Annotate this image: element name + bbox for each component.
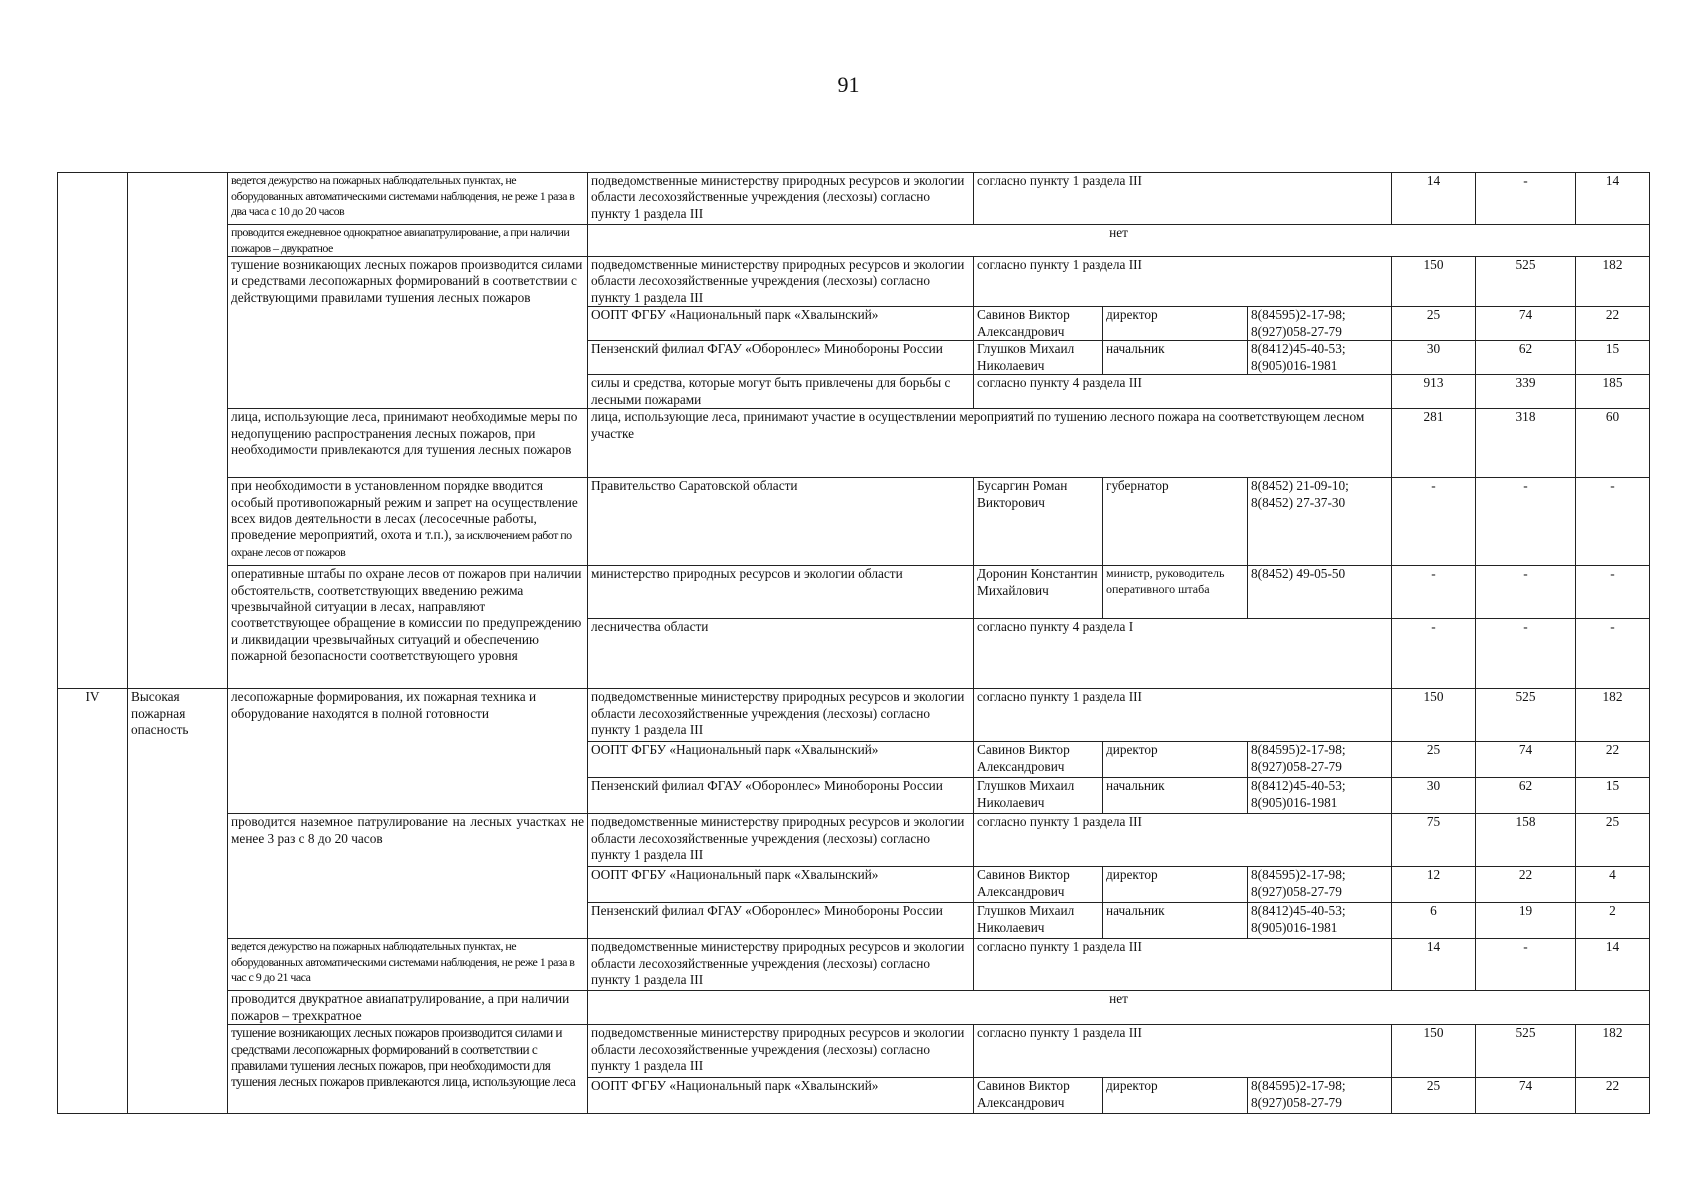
organization-cell: подведомственные министерству природных ресурсов и экологии области лесохозяйственные учреждения (лесхозы) согласно пункту 1 раздела III — [588, 257, 974, 307]
position-cell: начальник — [1103, 341, 1248, 375]
value-cell-1: 30 — [1392, 778, 1476, 814]
value-cell-1: 281 — [1392, 409, 1476, 478]
organization-cell: Правительство Саратовской области — [588, 478, 974, 566]
organization-cell: подведомственные министерству природных ресурсов и экологии области лесохозяйственные учреждения (лесхозы) согласно пункту 1 раздела III — [588, 814, 974, 867]
organization-cell: лица, использующие леса, принимают участие в осуществлении мероприятий по тушению лесного пожара на соответствующем лесном участке — [588, 409, 1392, 478]
phone-cell: 8(84595)2-17-98; 8(927)058-27-79 — [1248, 307, 1392, 341]
position-cell: начальник — [1103, 778, 1248, 814]
organization-cell: подведомственные министерству природных ресурсов и экологии области лесохозяйственные учреждения (лесхозы) согласно пункту 1 раздела III — [588, 1025, 974, 1078]
value-cell-1: - — [1392, 619, 1476, 689]
value-cell-3: 15 — [1576, 341, 1650, 375]
organization-cell: ООПТ ФГБУ «Национальный парк «Хвалынский» — [588, 1078, 974, 1114]
value-cell-1: 913 — [1392, 375, 1476, 409]
position-cell: начальник — [1103, 903, 1248, 939]
organization-cell: лесничества области — [588, 619, 974, 689]
table-row — [58, 814, 1650, 867]
value-cell-1: 12 — [1392, 867, 1476, 903]
table-row — [58, 939, 1650, 991]
position-cell: директор — [1103, 307, 1248, 341]
none-cell: нет — [588, 225, 1650, 257]
person-name-cell: Савинов Виктор Александрович — [974, 867, 1103, 903]
value-cell-3: 22 — [1576, 307, 1650, 341]
phone-cell: 8(84595)2-17-98; 8(927)058-27-79 — [1248, 1078, 1392, 1114]
measure-cell — [228, 478, 588, 566]
value-cell-1: 25 — [1392, 742, 1476, 778]
position-cell: губернатор — [1103, 478, 1248, 566]
value-cell-3: 182 — [1576, 1025, 1650, 1078]
table-row — [58, 566, 1650, 619]
organization-cell: подведомственные министерству природных ресурсов и экологии области лесохозяйственные учреждения (лесхозы) согласно пункту 1 раздела III — [588, 689, 974, 742]
page-number: 91 — [837, 72, 860, 97]
value-cell-3: 4 — [1576, 867, 1650, 903]
position-cell: директор — [1103, 1078, 1248, 1114]
class-name-cell: Высокая пожарная опасность — [128, 689, 228, 1114]
class-name-cell — [128, 173, 228, 689]
person-name-cell: Бусаргин Роман Викторович — [974, 478, 1103, 566]
measure-cell: тушение возникающих лесных пожаров производится силами и средствами лесопожарных формирований в соответствии с правилами тушения лесных пожаров, при необходимости для тушения лесных пожаров привлекаются лица, использующие леса — [228, 1025, 588, 1114]
value-cell-2: 62 — [1476, 778, 1576, 814]
organization-cell: министерство природных ресурсов и экологии области — [588, 566, 974, 619]
value-cell-1: 25 — [1392, 1078, 1476, 1114]
phone-cell: 8(8452) 21-09-10; 8(8452) 27-37-30 — [1248, 478, 1392, 566]
value-cell-2: 525 — [1476, 689, 1576, 742]
phone-cell: 8(84595)2-17-98; 8(927)058-27-79 — [1248, 867, 1392, 903]
position-cell: директор — [1103, 867, 1248, 903]
value-cell-1: 6 — [1392, 903, 1476, 939]
value-cell-3: - — [1576, 566, 1650, 619]
value-cell-1: 30 — [1392, 341, 1476, 375]
fire-plan-table — [57, 172, 1650, 1114]
contact-cell: согласно пункту 1 раздела III — [974, 1025, 1392, 1078]
class-number-cell — [58, 173, 128, 689]
table-row — [58, 689, 1650, 742]
value-cell-2: - — [1476, 619, 1576, 689]
measure-cell: проводится наземное патрулирование на лесных участках не менее 3 раз с 8 до 20 часов — [228, 814, 588, 939]
phone-cell: 8(84595)2-17-98; 8(927)058-27-79 — [1248, 742, 1392, 778]
person-name-cell: Савинов Виктор Александрович — [974, 307, 1103, 341]
value-cell-1: - — [1392, 566, 1476, 619]
value-cell-2: - — [1476, 478, 1576, 566]
table-row — [58, 225, 1650, 257]
measure-cell: ведется дежурство на пожарных наблюдательных пунктах, не оборудованных автоматическими системами наблюдения, не реже 1 раза в два часа с 10 до 20 часов — [228, 173, 588, 225]
contact-cell: согласно пункту 4 раздела III — [974, 375, 1392, 409]
organization-cell: подведомственные министерству природных ресурсов и экологии области лесохозяйственные учреждения (лесхозы) согласно пункту 1 раздела III — [588, 939, 974, 991]
measure-cell: лесопожарные формирования, их пожарная техника и оборудование находятся в полной готовности — [228, 689, 588, 814]
value-cell-3: 25 — [1576, 814, 1650, 867]
person-name-cell: Доронин Константин Михайлович — [974, 566, 1103, 619]
value-cell-1: 14 — [1392, 939, 1476, 991]
value-cell-3: 2 — [1576, 903, 1650, 939]
measure-cell: оперативные штабы по охране лесов от пожаров при наличии обстоятельств, соответствующих введению режима чрезвычайной ситуации в лесах, направляют соответствующее обращение в комиссии по предупреждению и ликвидации чрезвычайных ситуаций и обеспечению пожарной безопасности соответствующего уровня — [228, 566, 588, 689]
value-cell-2: 74 — [1476, 742, 1576, 778]
class-number-cell: IV — [58, 689, 128, 1114]
organization-cell: силы и средства, которые могут быть привлечены для борьбы с лесными пожарами — [588, 375, 974, 409]
person-name-cell: Глушков Михаил Николаевич — [974, 778, 1103, 814]
organization-cell: подведомственные министерству природных ресурсов и экологии области лесохозяйственные учреждения (лесхозы) согласно пункту 1 раздела III — [588, 173, 974, 225]
value-cell-2: - — [1476, 939, 1576, 991]
value-cell-2: 525 — [1476, 257, 1576, 307]
value-cell-2: - — [1476, 173, 1576, 225]
contact-cell: согласно пункту 1 раздела III — [974, 689, 1392, 742]
value-cell-1: 25 — [1392, 307, 1476, 341]
organization-cell: Пензенский филиал ФГАУ «Оборонлес» Минобороны России — [588, 778, 974, 814]
measure-cell: тушение возникающих лесных пожаров производится силами и средствами лесопожарных формирований в соответствии с действующими правилами тушения лесных пожаров — [228, 257, 588, 409]
value-cell-2: 22 — [1476, 867, 1576, 903]
organization-cell: Пензенский филиал ФГАУ «Оборонлес» Минобороны России — [588, 341, 974, 375]
none-cell: нет — [588, 991, 1650, 1025]
measure-cell: проводится ежедневное однократное авиапатрулирование, а при наличии пожаров – двукратное — [228, 225, 588, 257]
phone-cell: 8(8452) 49-05-50 — [1248, 566, 1392, 619]
measure-cell: лица, использующие леса, принимают необходимые меры по недопущению распространения лесных пожаров, при необходимости привлекаются для тушения лесных пожаров — [228, 409, 588, 478]
contact-cell: согласно пункту 1 раздела III — [974, 257, 1392, 307]
contact-cell: согласно пункту 4 раздела I — [974, 619, 1392, 689]
value-cell-3: 185 — [1576, 375, 1650, 409]
value-cell-2: 339 — [1476, 375, 1576, 409]
table-row — [58, 173, 1650, 225]
measure-cell: ведется дежурство на пожарных наблюдательных пунктах, не оборудованных автоматическими системами наблюдения, не реже 1 раза в час с 9 до 21 часа — [228, 939, 588, 991]
value-cell-3: - — [1576, 478, 1650, 566]
value-cell-2: 74 — [1476, 1078, 1576, 1114]
value-cell-3: 14 — [1576, 939, 1650, 991]
value-cell-2: - — [1476, 566, 1576, 619]
value-cell-2: 525 — [1476, 1025, 1576, 1078]
value-cell-3: 182 — [1576, 257, 1650, 307]
person-name-cell: Глушков Михаил Николаевич — [974, 903, 1103, 939]
person-name-cell: Савинов Виктор Александрович — [974, 1078, 1103, 1114]
position-cell: министр, руководитель оперативного штаба — [1103, 566, 1248, 619]
measure-text-exception: за исключением работ по охране лесов от пожаров — [231, 528, 572, 559]
value-cell-3: 14 — [1576, 173, 1650, 225]
phone-cell: 8(8412)45-40-53; 8(905)016-1981 — [1248, 341, 1392, 375]
phone-cell: 8(8412)45-40-53; 8(905)016-1981 — [1248, 903, 1392, 939]
value-cell-2: 158 — [1476, 814, 1576, 867]
value-cell-1: 150 — [1392, 1025, 1476, 1078]
contact-cell: согласно пункту 1 раздела III — [974, 814, 1392, 867]
organization-cell: Пензенский филиал ФГАУ «Оборонлес» Минобороны России — [588, 903, 974, 939]
phone-cell: 8(8412)45-40-53; 8(905)016-1981 — [1248, 778, 1392, 814]
value-cell-3: 22 — [1576, 1078, 1650, 1114]
value-cell-1: 14 — [1392, 173, 1476, 225]
person-name-cell: Савинов Виктор Александрович — [974, 742, 1103, 778]
organization-cell: ООПТ ФГБУ «Национальный парк «Хвалынский» — [588, 307, 974, 341]
value-cell-3: 22 — [1576, 742, 1650, 778]
value-cell-1: 150 — [1392, 257, 1476, 307]
contact-cell: согласно пункту 1 раздела III — [974, 939, 1392, 991]
table-row — [58, 1025, 1650, 1078]
value-cell-3: - — [1576, 619, 1650, 689]
table-row — [58, 257, 1650, 307]
value-cell-2: 74 — [1476, 307, 1576, 341]
organization-cell: ООПТ ФГБУ «Национальный парк «Хвалынский» — [588, 867, 974, 903]
table-row — [58, 409, 1650, 478]
value-cell-2: 19 — [1476, 903, 1576, 939]
organization-cell: ООПТ ФГБУ «Национальный парк «Хвалынский» — [588, 742, 974, 778]
value-cell-1: - — [1392, 478, 1476, 566]
value-cell-2: 318 — [1476, 409, 1576, 478]
value-cell-2: 62 — [1476, 341, 1576, 375]
measure-cell: проводится двукратное авиапатрулирование, а при наличии пожаров – трехкратное — [228, 991, 588, 1025]
value-cell-3: 60 — [1576, 409, 1650, 478]
table-row — [58, 478, 1650, 566]
position-cell: директор — [1103, 742, 1248, 778]
table-row — [58, 991, 1650, 1025]
value-cell-3: 182 — [1576, 689, 1650, 742]
contact-cell: согласно пункту 1 раздела III — [974, 173, 1392, 225]
value-cell-3: 15 — [1576, 778, 1650, 814]
person-name-cell: Глушков Михаил Николаевич — [974, 341, 1103, 375]
value-cell-1: 150 — [1392, 689, 1476, 742]
measure-text: при необходимости в установленном порядке вводится особый противопожарный режим и запрет на осуществление всех видов деятельности в лесах (лесосечные работы, проведение мероприятий, охота и т.п.), — [231, 478, 578, 543]
value-cell-1: 75 — [1392, 814, 1476, 867]
